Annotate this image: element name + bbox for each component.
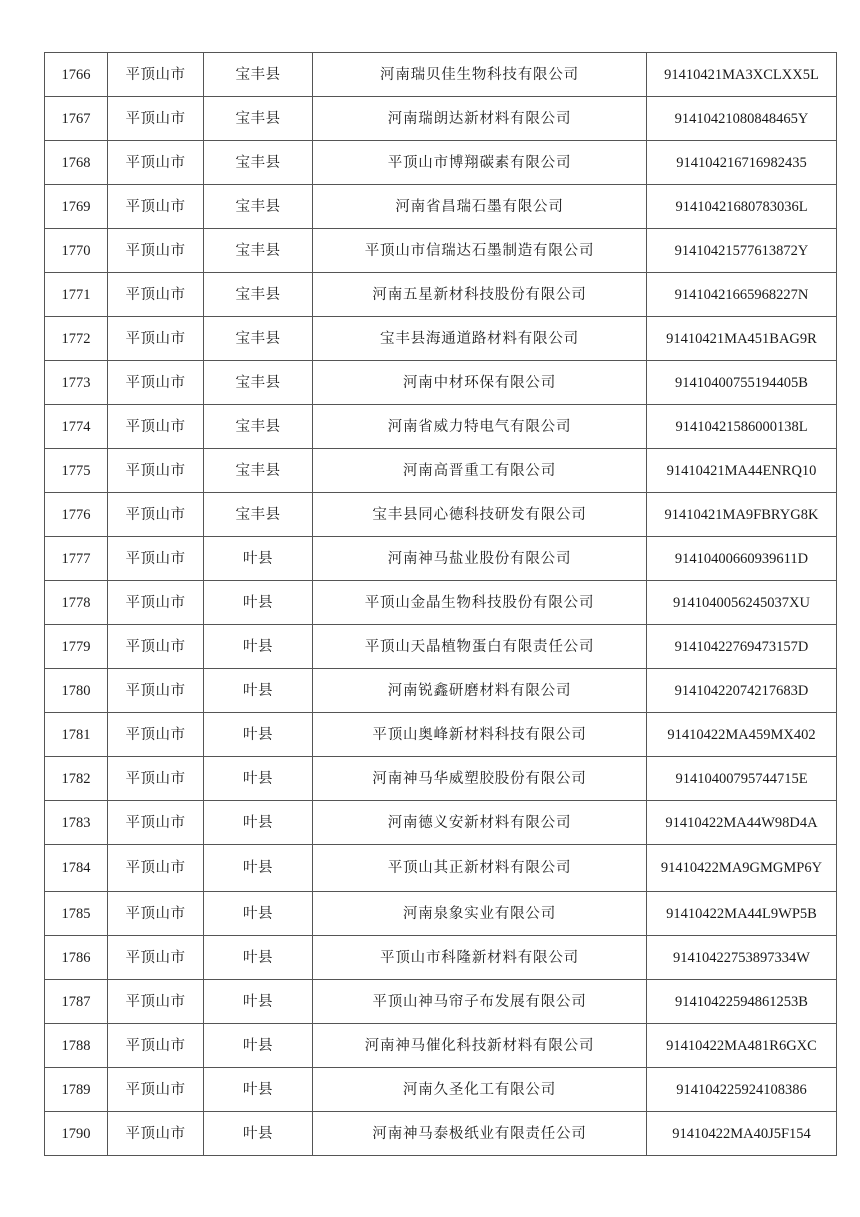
credit-code-cell: 91410400755194405B — [647, 361, 837, 405]
row-number: 1789 — [45, 1068, 108, 1112]
company-name-cell: 平顶山天晶植物蛋白有限责任公司 — [313, 625, 647, 669]
county-cell: 叶县 — [204, 669, 313, 713]
city-cell: 平顶山市 — [108, 273, 204, 317]
row-number: 1778 — [45, 581, 108, 625]
table-row — [45, 537, 837, 581]
table-row — [45, 757, 837, 801]
table-row — [45, 273, 837, 317]
company-name-cell: 河南神马盐业股份有限公司 — [313, 537, 647, 581]
city-cell: 平顶山市 — [108, 493, 204, 537]
company-name-cell: 平顶山其正新材料有限公司 — [313, 845, 647, 892]
city-cell: 平顶山市 — [108, 845, 204, 892]
county-cell: 叶县 — [204, 537, 313, 581]
company-name-cell: 平顶山奥峰新材料科技有限公司 — [313, 713, 647, 757]
row-number: 1779 — [45, 625, 108, 669]
county-cell: 宝丰县 — [204, 97, 313, 141]
credit-code-cell: 91410421680783036L — [647, 185, 837, 229]
credit-code-cell: 91410421MA44ENRQ10 — [647, 449, 837, 493]
row-number: 1770 — [45, 229, 108, 273]
row-number: 1783 — [45, 801, 108, 845]
city-cell: 平顶山市 — [108, 1112, 204, 1156]
credit-code-cell: 91410422594861253B — [647, 980, 837, 1024]
company-name-cell: 河南德义安新材料有限公司 — [313, 801, 647, 845]
row-number: 1767 — [45, 97, 108, 141]
city-cell: 平顶山市 — [108, 1024, 204, 1068]
county-cell: 叶县 — [204, 845, 313, 892]
company-name-cell: 平顶山市博翔碳素有限公司 — [313, 141, 647, 185]
credit-code-cell: 9141040056245037XU — [647, 581, 837, 625]
table-row — [45, 801, 837, 845]
county-cell: 叶县 — [204, 1112, 313, 1156]
table-row — [45, 361, 837, 405]
row-number: 1773 — [45, 361, 108, 405]
company-name-cell: 河南神马华威塑胶股份有限公司 — [313, 757, 647, 801]
company-name-cell: 河南泉象实业有限公司 — [313, 892, 647, 936]
credit-code-cell: 91410421MA451BAG9R — [647, 317, 837, 361]
table-row — [45, 449, 837, 493]
row-number: 1771 — [45, 273, 108, 317]
city-cell: 平顶山市 — [108, 801, 204, 845]
city-cell: 平顶山市 — [108, 185, 204, 229]
company-name-cell: 河南瑞朗达新材料有限公司 — [313, 97, 647, 141]
city-cell: 平顶山市 — [108, 892, 204, 936]
county-cell: 宝丰县 — [204, 185, 313, 229]
county-cell: 叶县 — [204, 625, 313, 669]
credit-code-cell: 91410422MA40J5F154 — [647, 1112, 837, 1156]
county-cell: 宝丰县 — [204, 273, 313, 317]
county-cell: 宝丰县 — [204, 141, 313, 185]
city-cell: 平顶山市 — [108, 936, 204, 980]
county-cell: 宝丰县 — [204, 449, 313, 493]
company-name-cell: 平顶山神马帘子布发展有限公司 — [313, 980, 647, 1024]
credit-code-cell: 91410421577613872Y — [647, 229, 837, 273]
credit-code-cell: 91410422MA44L9WP5B — [647, 892, 837, 936]
company-name-cell: 平顶山市科隆新材料有限公司 — [313, 936, 647, 980]
county-cell: 宝丰县 — [204, 53, 313, 97]
county-cell: 宝丰县 — [204, 493, 313, 537]
document-page — [44, 52, 837, 1156]
table-row — [45, 980, 837, 1024]
table-row — [45, 1068, 837, 1112]
credit-code-cell: 91410400795744715E — [647, 757, 837, 801]
company-name-cell: 河南高晋重工有限公司 — [313, 449, 647, 493]
company-name-cell: 河南中材环保有限公司 — [313, 361, 647, 405]
company-name-cell: 河南省昌瑞石墨有限公司 — [313, 185, 647, 229]
city-cell: 平顶山市 — [108, 317, 204, 361]
company-name-cell: 河南五星新材科技股份有限公司 — [313, 273, 647, 317]
city-cell: 平顶山市 — [108, 625, 204, 669]
row-number: 1781 — [45, 713, 108, 757]
row-number: 1787 — [45, 980, 108, 1024]
city-cell: 平顶山市 — [108, 669, 204, 713]
credit-code-cell: 914104216716982435 — [647, 141, 837, 185]
table-row — [45, 669, 837, 713]
row-number: 1777 — [45, 537, 108, 581]
county-cell: 叶县 — [204, 936, 313, 980]
city-cell: 平顶山市 — [108, 97, 204, 141]
table-row — [45, 845, 837, 892]
row-number: 1782 — [45, 757, 108, 801]
credit-code-cell: 91410422753897334W — [647, 936, 837, 980]
row-number: 1784 — [45, 845, 108, 892]
row-number: 1775 — [45, 449, 108, 493]
row-number: 1776 — [45, 493, 108, 537]
credit-code-cell: 91410421665968227N — [647, 273, 837, 317]
company-name-cell: 平顶山市信瑞达石墨制造有限公司 — [313, 229, 647, 273]
county-cell: 叶县 — [204, 801, 313, 845]
county-cell: 叶县 — [204, 892, 313, 936]
credit-code-cell: 91410422074217683D — [647, 669, 837, 713]
credit-code-cell: 91410421MA9FBRYG8K — [647, 493, 837, 537]
table-row — [45, 713, 837, 757]
city-cell: 平顶山市 — [108, 1068, 204, 1112]
county-cell: 叶县 — [204, 1024, 313, 1068]
row-number: 1780 — [45, 669, 108, 713]
company-name-cell: 河南锐鑫研磨材料有限公司 — [313, 669, 647, 713]
company-name-cell: 河南神马泰极纸业有限责任公司 — [313, 1112, 647, 1156]
county-cell: 叶县 — [204, 581, 313, 625]
table-row — [45, 892, 837, 936]
county-cell: 叶县 — [204, 757, 313, 801]
company-name-cell: 宝丰县海通道路材料有限公司 — [313, 317, 647, 361]
row-number: 1766 — [45, 53, 108, 97]
county-cell: 叶县 — [204, 713, 313, 757]
row-number: 1774 — [45, 405, 108, 449]
city-cell: 平顶山市 — [108, 449, 204, 493]
credit-code-cell: 91410421MA3XCLXX5L — [647, 53, 837, 97]
company-name-cell: 河南省威力特电气有限公司 — [313, 405, 647, 449]
city-cell: 平顶山市 — [108, 361, 204, 405]
city-cell: 平顶山市 — [108, 405, 204, 449]
city-cell: 平顶山市 — [108, 757, 204, 801]
company-name-cell: 河南瑞贝佳生物科技有限公司 — [313, 53, 647, 97]
credit-code-cell: 91410422MA9GMGMP6Y — [647, 845, 837, 892]
table-body — [45, 53, 837, 1156]
county-cell: 叶县 — [204, 1068, 313, 1112]
row-number: 1769 — [45, 185, 108, 229]
table-row — [45, 405, 837, 449]
row-number: 1768 — [45, 141, 108, 185]
county-cell: 宝丰县 — [204, 361, 313, 405]
credit-code-cell: 91410421586000138L — [647, 405, 837, 449]
company-name-cell: 河南神马催化科技新材料有限公司 — [313, 1024, 647, 1068]
table-row — [45, 97, 837, 141]
table-row — [45, 229, 837, 273]
credit-code-cell: 91410400660939611D — [647, 537, 837, 581]
table-row — [45, 625, 837, 669]
city-cell: 平顶山市 — [108, 141, 204, 185]
row-number: 1790 — [45, 1112, 108, 1156]
row-number: 1772 — [45, 317, 108, 361]
credit-code-cell: 91410422MA459MX402 — [647, 713, 837, 757]
table-row — [45, 493, 837, 537]
county-cell: 宝丰县 — [204, 317, 313, 361]
city-cell: 平顶山市 — [108, 713, 204, 757]
credit-code-cell: 91410421080848465Y — [647, 97, 837, 141]
row-number: 1788 — [45, 1024, 108, 1068]
company-name-cell: 河南久圣化工有限公司 — [313, 1068, 647, 1112]
row-number: 1785 — [45, 892, 108, 936]
table-row — [45, 936, 837, 980]
table-row — [45, 141, 837, 185]
credit-code-cell: 91410422MA44W98D4A — [647, 801, 837, 845]
table-row — [45, 1024, 837, 1068]
table-row — [45, 1112, 837, 1156]
city-cell: 平顶山市 — [108, 537, 204, 581]
city-cell: 平顶山市 — [108, 581, 204, 625]
table-row — [45, 53, 837, 97]
county-cell: 叶县 — [204, 980, 313, 1024]
credit-code-cell: 914104225924108386 — [647, 1068, 837, 1112]
company-name-cell: 平顶山金晶生物科技股份有限公司 — [313, 581, 647, 625]
row-number: 1786 — [45, 936, 108, 980]
city-cell: 平顶山市 — [108, 53, 204, 97]
county-cell: 宝丰县 — [204, 405, 313, 449]
company-name-cell: 宝丰县同心德科技研发有限公司 — [313, 493, 647, 537]
table-row — [45, 317, 837, 361]
city-cell: 平顶山市 — [108, 229, 204, 273]
table-row — [45, 185, 837, 229]
company-registry-table — [44, 52, 837, 1156]
county-cell: 宝丰县 — [204, 229, 313, 273]
table-row — [45, 581, 837, 625]
credit-code-cell: 91410422MA481R6GXC — [647, 1024, 837, 1068]
city-cell: 平顶山市 — [108, 980, 204, 1024]
credit-code-cell: 91410422769473157D — [647, 625, 837, 669]
